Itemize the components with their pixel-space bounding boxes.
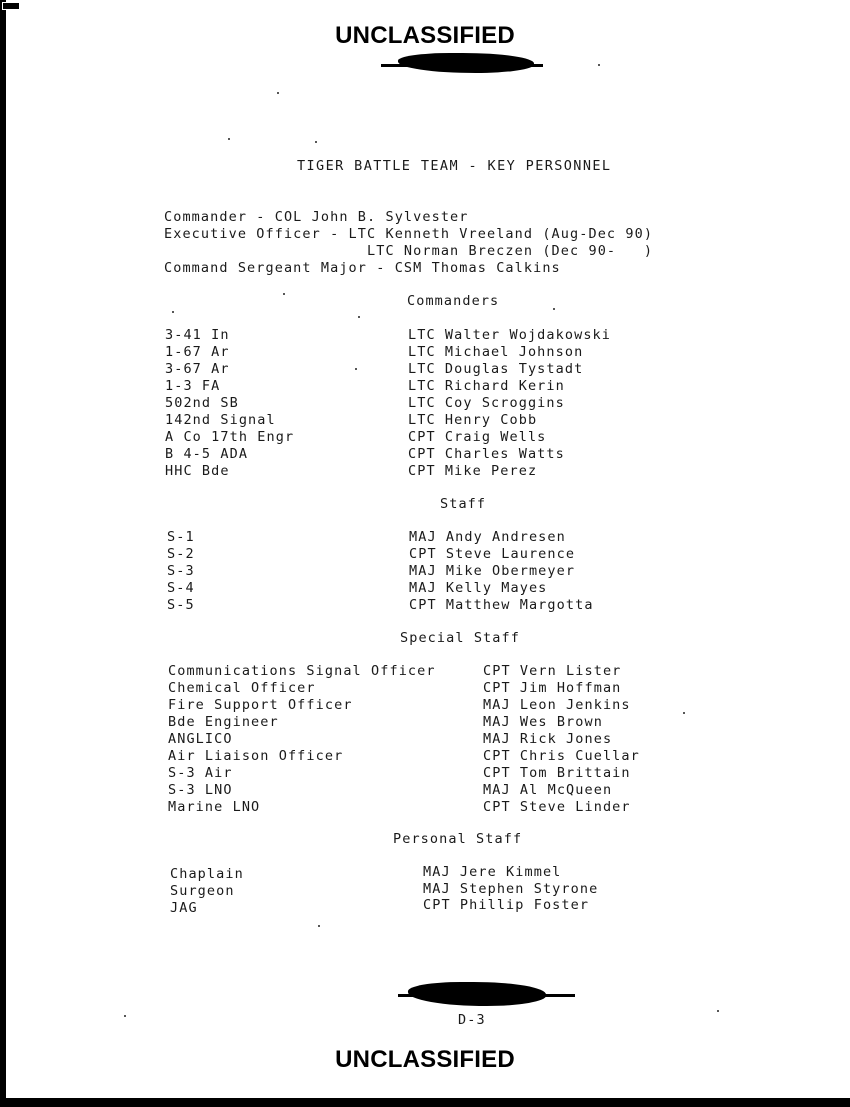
commander-name: LTC Walter Wojdakowski — [408, 327, 612, 343]
staff-unit: S-1 — [167, 529, 195, 545]
personal-staff-name: CPT Phillip Foster — [423, 897, 590, 913]
scan-speck — [683, 712, 685, 714]
commander-unit: 3-67 Ar — [165, 361, 230, 377]
staff-name: MAJ Andy Andresen — [409, 529, 566, 545]
document-title: TIGER BATTLE TEAM - KEY PERSONNEL — [297, 158, 612, 174]
special-staff-name: CPT Steve Linder — [483, 799, 631, 815]
special-staff-role: Bde Engineer — [168, 714, 279, 730]
commander-name: LTC Coy Scroggins — [408, 395, 565, 411]
scan-speck — [358, 316, 360, 318]
special-staff-role: Marine LNO — [168, 799, 261, 815]
special-staff-name: MAJ Leon Jenkins — [483, 697, 631, 713]
section-heading-commanders: Commanders — [407, 293, 500, 309]
special-staff-role: Fire Support Officer — [168, 697, 353, 713]
classification-bottom: UNCLASSIFIED — [335, 1046, 515, 1073]
commander-unit: HHC Bde — [165, 463, 230, 479]
staff-unit: S-5 — [167, 597, 195, 613]
scan-speck — [172, 311, 174, 313]
scan-speck — [355, 368, 357, 370]
commander-name: LTC Henry Cobb — [408, 412, 538, 428]
command-sergeant-major-line: Command Sergeant Major - CSM Thomas Calkins — [164, 260, 561, 276]
staff-unit: S-2 — [167, 546, 195, 562]
scan-speck — [318, 925, 320, 927]
section-heading-personal-staff: Personal Staff — [393, 831, 523, 847]
commander-unit: 502nd SB — [165, 395, 239, 411]
page-number: D-3 — [458, 1012, 486, 1028]
section-heading-staff: Staff — [440, 496, 487, 512]
commander-name: LTC Richard Kerin — [408, 378, 565, 394]
classification-top: UNCLASSIFIED — [335, 22, 515, 49]
commander-unit: 3-41 In — [165, 327, 230, 343]
redaction-bottom — [408, 982, 546, 1006]
commander-unit: B 4-5 ADA — [165, 446, 249, 462]
staff-unit: S-3 — [167, 563, 195, 579]
special-staff-name: CPT Tom Brittain — [483, 765, 631, 781]
special-staff-role: Air Liaison Officer — [168, 748, 344, 764]
scan-speck — [228, 138, 230, 140]
scan-speck — [598, 64, 600, 66]
special-staff-name: MAJ Rick Jones — [483, 731, 613, 747]
scan-speck — [717, 1010, 719, 1012]
commander-unit: A Co 17th Engr — [165, 429, 295, 445]
commander-name: CPT Mike Perez — [408, 463, 538, 479]
personal-staff-role: Chaplain — [170, 866, 244, 882]
special-staff-role: S-3 Air — [168, 765, 233, 781]
staff-unit: S-4 — [167, 580, 195, 596]
special-staff-name: MAJ Wes Brown — [483, 714, 603, 730]
personal-staff-name: MAJ Stephen Styrone — [423, 881, 599, 897]
commander-unit: 142nd Signal — [165, 412, 276, 428]
commander-unit: 1-67 Ar — [165, 344, 230, 360]
scan-speck — [315, 141, 317, 143]
scan-speck — [283, 293, 285, 295]
executive-officer-line: Executive Officer - LTC Kenneth Vreeland (Aug-Dec 90) — [164, 226, 654, 242]
personal-staff-role: Surgeon — [170, 883, 235, 899]
scan-speck — [277, 92, 279, 94]
special-staff-name: CPT Jim Hoffman — [483, 680, 622, 696]
scan-speck — [124, 1015, 126, 1017]
executive-officer-successor-line: LTC Norman Breczen (Dec 90- ) — [367, 243, 654, 259]
commander-name: LTC Douglas Tystadt — [408, 361, 584, 377]
scan-speck — [553, 308, 555, 310]
redaction-top — [398, 53, 534, 73]
special-staff-role: S-3 LNO — [168, 782, 233, 798]
special-staff-role: Chemical Officer — [168, 680, 316, 696]
special-staff-role: ANGLICO — [168, 731, 233, 747]
staff-name: MAJ Kelly Mayes — [409, 580, 548, 596]
scan-edge-left — [0, 0, 6, 1107]
personal-staff-role: JAG — [170, 900, 198, 916]
commander-line: Commander - COL John B. Sylvester — [164, 209, 469, 225]
commander-name: CPT Craig Wells — [408, 429, 547, 445]
scan-corner-mark — [2, 2, 20, 10]
section-heading-special-staff: Special Staff — [400, 630, 520, 646]
commander-name: LTC Michael Johnson — [408, 344, 584, 360]
commander-unit: 1-3 FA — [165, 378, 221, 394]
scan-edge-bottom — [0, 1098, 850, 1107]
personal-staff-name: MAJ Jere Kimmel — [423, 864, 562, 880]
special-staff-role: Communications Signal Officer — [168, 663, 436, 679]
special-staff-name: MAJ Al McQueen — [483, 782, 613, 798]
commander-name: CPT Charles Watts — [408, 446, 565, 462]
special-staff-name: CPT Vern Lister — [483, 663, 622, 679]
staff-name: CPT Steve Laurence — [409, 546, 576, 562]
staff-name: MAJ Mike Obermeyer — [409, 563, 576, 579]
special-staff-name: CPT Chris Cuellar — [483, 748, 640, 764]
staff-name: CPT Matthew Margotta — [409, 597, 594, 613]
